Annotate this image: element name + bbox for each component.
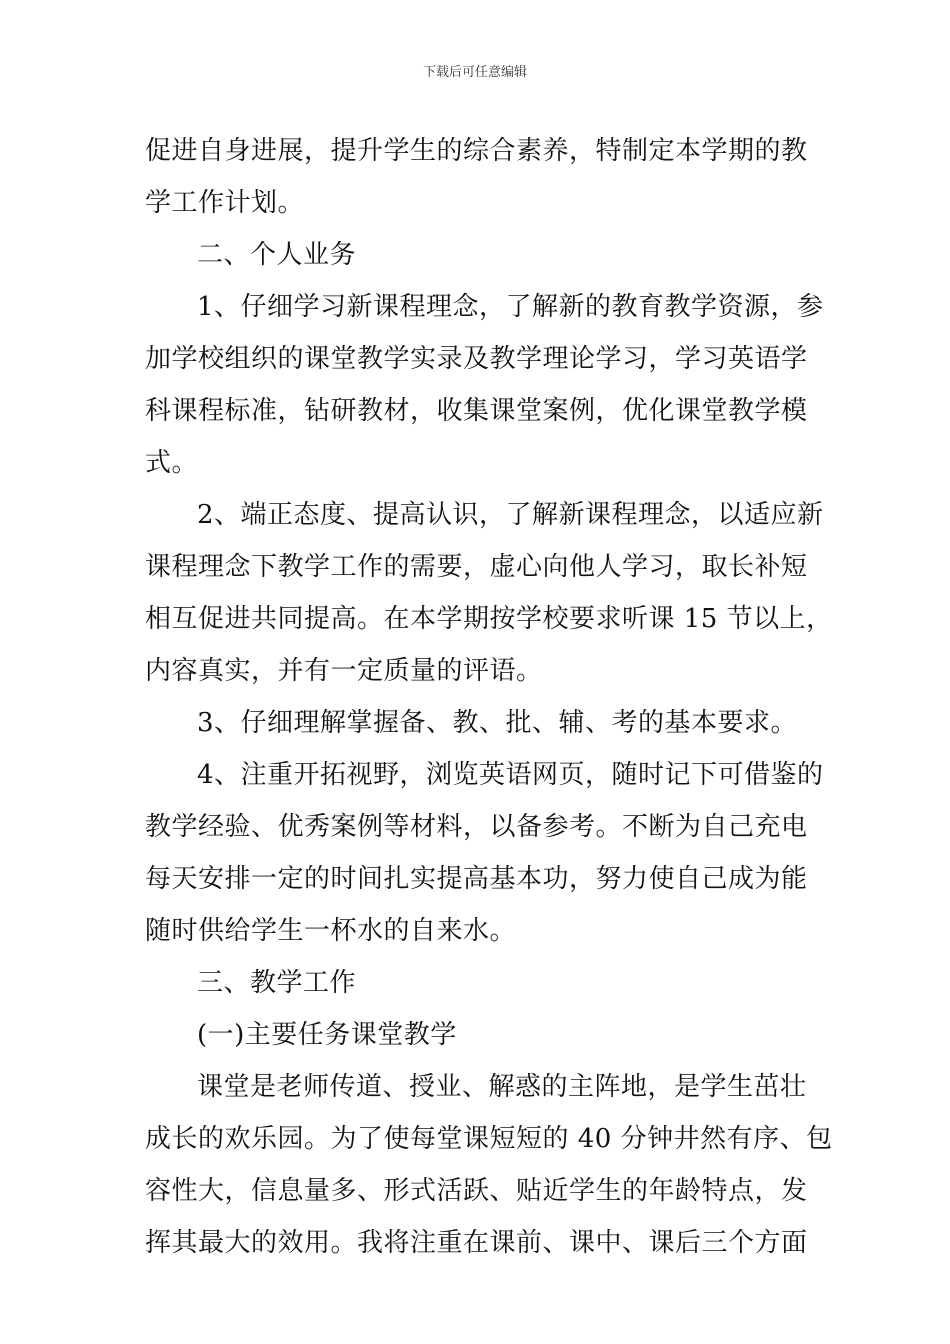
- paragraph-item-4: [145, 749, 824, 957]
- section-heading-teaching-work: [145, 957, 807, 1009]
- paragraph-classroom: [145, 1061, 833, 1269]
- text-line: 成长的欢乐园。为了使每堂课短短的 40 分钟井然有序、包: [145, 1124, 833, 1154]
- intro-paragraph: [145, 125, 807, 229]
- text-line: 2、端正态度、提高认识，了解新课程理念，以适应新: [197, 500, 824, 530]
- text-line: 3、仔细理解掌握备、教、批、辅、考的基本要求。: [197, 708, 798, 738]
- heading-text: (一)主要任务课堂教学: [197, 1020, 457, 1050]
- paragraph-item-3: [145, 697, 807, 749]
- document-body: [145, 125, 833, 1269]
- text-line: 容性大，信息量多、形式活跃、贴近学生的年龄特点，发: [145, 1176, 808, 1206]
- heading-text: 三、教学工作: [197, 968, 357, 998]
- text-line: 教学经验、优秀案例等材料，以备参考。不断为自己充电: [145, 812, 808, 842]
- text-line: 课程理念下教学工作的需要，虚心向他人学习，取长补短: [145, 552, 808, 582]
- text-line: 随时供给学生一杯水的自来水。: [145, 916, 517, 946]
- text-line: 式。: [145, 448, 199, 478]
- text-line: 挥其最大的效用。我将注重在课前、课中、课后三个方面: [145, 1228, 808, 1258]
- text-line: 4、注重开拓视野，浏览英语网页，随时记下可借鉴的: [197, 760, 824, 790]
- paragraph-item-1: [145, 281, 824, 489]
- subsection-heading-classroom: [145, 1009, 807, 1061]
- text-line: 课堂是老师传道、授业、解惑的主阵地，是学生茁壮: [197, 1072, 807, 1102]
- paragraph-item-2: [145, 489, 833, 697]
- section-heading-personal-work: [145, 229, 807, 281]
- text-line: 相互促进共同提高。在本学期按学校要求听课 15 节以上，: [145, 604, 833, 634]
- text-line: 1、仔细学习新课程理念，了解新的教育教学资源，参: [197, 292, 824, 322]
- text-line: 科课程标准，钻研教材，收集课堂案例，优化课堂教学模: [145, 396, 808, 426]
- text-line: 加学校组织的课堂教学实录及教学理论学习，学习英语学: [145, 344, 808, 374]
- page-header: 下载后可任意编辑: [422, 65, 527, 80]
- heading-text: 二、个人业务: [197, 240, 357, 270]
- text-line: 促进自身进展，提升学生的综合素养，特制定本学期的教: [145, 136, 808, 166]
- text-line: 学工作计划。: [145, 188, 305, 218]
- text-line: 每天安排一定的时间扎实提高基本功，努力使自己成为能: [145, 864, 808, 894]
- text-line: 内容真实，并有一定质量的评语。: [145, 656, 543, 686]
